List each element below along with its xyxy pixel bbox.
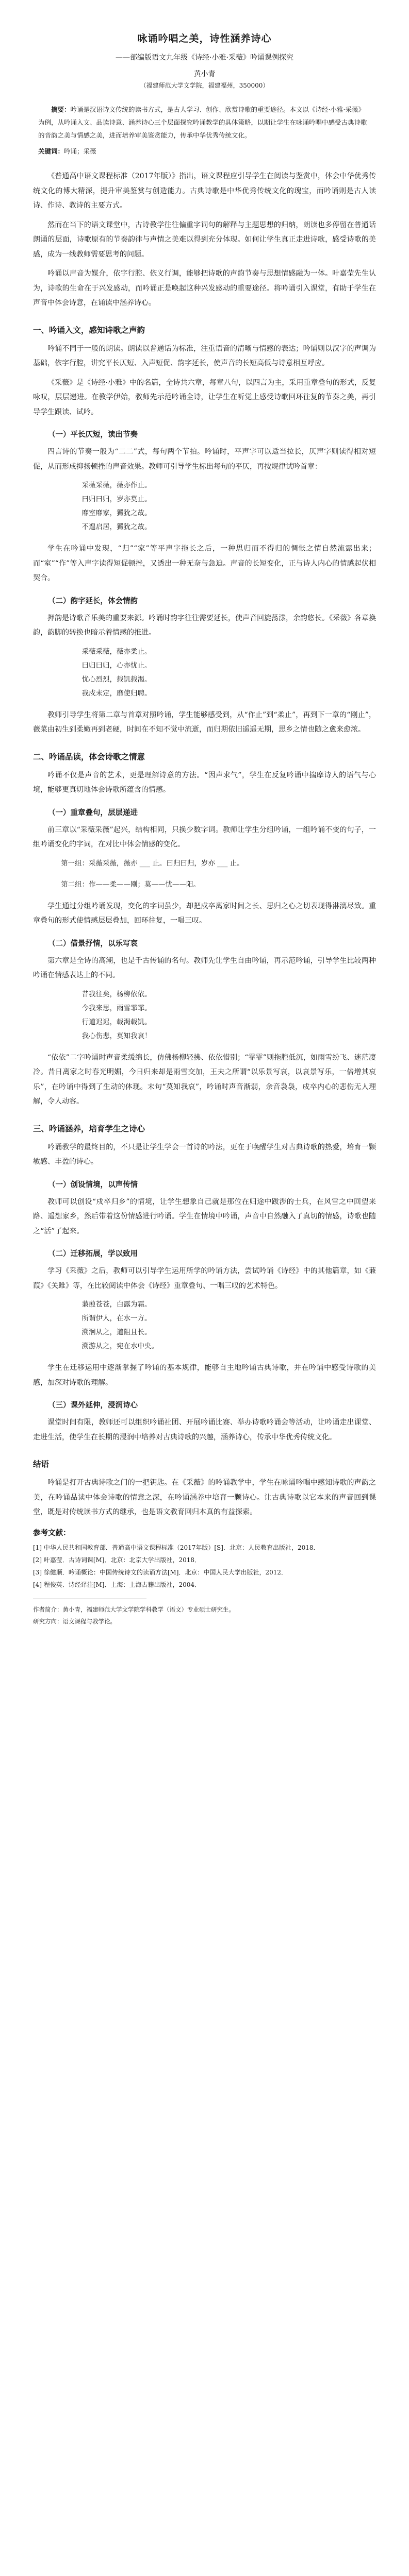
- poem-line: 不遑启居，玁狁之故。: [81, 523, 152, 531]
- poem-quote: [82, 988, 377, 1043]
- poem-quote: [82, 1298, 377, 1353]
- section-heading: 三、吟诵涵养，培育学生之诗心: [33, 1123, 145, 1133]
- subsection-heading: （三）课外延伸，浸润诗心: [48, 1401, 138, 1410]
- author-line: 黄小青: [193, 70, 216, 78]
- poem-line: 曰归曰归，心亦忧止。: [81, 661, 152, 670]
- intro-paragraph: 然而在当下的语文课堂中，古诗教学往往偏重字词句的解释与主题思想的归纳，朗读也多停留在普通话朗诵的层面，诗歌原有的节奏韵律与声情之美难以得到充分体现。如何让学生真正走进诗歌，感受诗歌的美感，成为一线教师需要思考的问题。: [33, 221, 376, 259]
- poem-line: 忧心烈烈，载饥载渴。: [81, 675, 152, 684]
- poem-quote: [82, 645, 377, 701]
- subsection-heading: （一）重章叠句，层层递进: [48, 808, 138, 817]
- poem-line: 行道迟迟，载渴载饥。: [81, 1018, 152, 1026]
- conclusion-paragraph: 吟诵是打开古典诗歌之门的一把钥匙。在《采薇》的吟诵教学中，学生在咏诵吟唱中感知诗歌的声韵之美，在吟诵品读中体会诗歌的情意之深，在吟诵涵养中培育一颗诗心。让古典诗歌以它本来的声音回到课堂，既是对传统读书方式的继承，也是语文教育回归本真的有益探索。: [33, 1479, 376, 1516]
- reference-item: [4] 程俊英．诗经译注[M]．上海：上海古籍出版社，2004．: [33, 1581, 201, 1588]
- subsection-heading: （一）平长仄短，读出节奏: [48, 430, 138, 439]
- subsection-heading: （一）创设情境，以声传情: [48, 1180, 138, 1189]
- body-paragraph: 《采薇》是《诗经·小雅》中的名篇，全诗共六章，每章八句，以四言为主，采用重章叠句的形式，反复咏叹，层层递进。在教学伊始，教师先示范吟诵全诗，让学生在听觉上感受诗歌回环往复的节奏之美，再引导学生跟读、试吟。: [33, 378, 376, 416]
- body-paragraph: “依依”二字吟诵时声音柔缓绵长，仿佛杨柳轻拂、依依惜别；“霏霏”则拖腔低沉，如雨雪纷飞、迷茫凄冷。昔日离家之时春光明媚，今日归来却是雨雪交加，王夫之所谓“以乐景写哀，以哀景写乐，一倍增其哀乐”，在吟诵中得到了生动的体现。末句“莫知我哀”，吟诵时声音渐弱，余音袅袅，戍卒内心的悲伤无人理解，令人动容。: [33, 1053, 376, 1106]
- abstract-label: 摘要：: [51, 106, 71, 113]
- body-paragraph: 四言诗的节奏一般为“二二”式，每句两个节拍。吟诵时，平声字可以适当拉长，仄声字则读得相对短促，从而形成抑扬顿挫的声音效果。教师可引导学生标出每句的平仄，再按规律试吟首章：: [33, 448, 376, 471]
- affiliation-line: （福建师范大学文学院，福建福州，350000）: [140, 82, 269, 89]
- poem-line: 溯游从之，宛在水中央。: [81, 1342, 158, 1350]
- section-heading: 二、吟诵品读，体会诗歌之情意: [33, 751, 145, 761]
- poem-line: 曰归曰归，岁亦莫止。: [81, 495, 152, 503]
- poem-line: 昔我往矣，杨柳依依。: [81, 990, 152, 998]
- paper-title: 咏诵吟唱之美，诗性涵养诗心: [137, 33, 272, 44]
- keywords: [38, 145, 371, 158]
- keywords-label: 关键词：: [38, 147, 64, 155]
- reference-item: [1] 中华人民共和国教育部．普通高中语文课程标准（2017年版）[S]．北京：人民教育出版社，2018．: [33, 1544, 320, 1551]
- footnote-line: 作者简介：黄小青，福建师范大学文学院学科教学（语文）专业硕士研究生。: [33, 1605, 235, 1613]
- body-paragraph: 吟诵教学的最终目的，不只是让学生学会一首诗的吟法，更在于唤醒学生对古典诗歌的热爱，培育一颗敏感、丰盈的诗心。: [33, 1143, 376, 1166]
- abstract: [38, 103, 371, 142]
- poem-line: 采薇采薇，薇亦柔止。: [81, 647, 152, 656]
- references: [33, 1527, 376, 1590]
- poem-line: 采薇采薇，薇亦作止。: [81, 481, 152, 489]
- poem-line: 蒹葭苍苍，白露为霜。: [81, 1300, 152, 1309]
- group-reading-note: 第一组：采薇采薇，薇亦 ___ 止。曰归曰归，岁亦 ___ 止。: [61, 859, 244, 868]
- paper-subtitle: ——部编版语文九年级《诗经·小雅·采薇》吟诵课例探究: [116, 54, 293, 62]
- references-heading: 参考文献：: [33, 1528, 71, 1537]
- body-paragraph: 押韵是诗歌音乐美的重要来源。吟诵时韵字往往需要延长，使声音回旋荡漾，余韵悠长。《采薇》各章换韵，韵脚的转换也暗示着情感的推进。: [33, 614, 376, 637]
- body-paragraph: 前三章以“采薇采薇”起兴，结构相同，只换少数字词。教师让学生分组吟诵，一组吟诵不变的句子，一组吟诵变化的字词，在对比中体会情感的变化。: [33, 825, 376, 849]
- reference-item: [2] 叶嘉莹．古诗词课[M]．北京：北京大学出版社，2018．: [33, 1556, 201, 1564]
- section-heading: 一、吟诵入文，感知诗歌之声韵: [33, 325, 145, 335]
- intro-paragraph: 吟诵以声音为媒介，依字行腔、依义行调，能够把诗歌的声韵节奏与思想情感融为一体。叶嘉莹先生认为，诗歌的生命在于兴发感动，而吟诵正是唤起这种兴发感动的重要途径。将吟诵引入课堂，有助于学生在声音中体会诗意，在诵读中涵养诗心。: [33, 269, 376, 307]
- body-paragraph: 学生通过分组吟诵发现，变化的字词虽少，却把戍卒离家时间之长、思归之心之切表现得淋漓尽致。重章叠句的形式使情感层层叠加，回环往复，一唱三叹。: [33, 902, 376, 925]
- body-paragraph: 学生在迁移运用中逐渐掌握了吟诵的基本规律，能够自主地吟诵古典诗歌，并在吟诵中感受诗歌的美感，加深对诗歌的理解。: [33, 1364, 376, 1387]
- poem-line: 我戍未定，靡使归聘。: [81, 689, 152, 698]
- group-reading-note: 第二组：作——柔——刚；莫——忧——阳。: [61, 880, 200, 889]
- poem-line: 溯洄从之，道阻且长。: [81, 1328, 152, 1336]
- poem-quote: [82, 479, 377, 534]
- body-paragraph: 教师引导学生将第二章与首章对照吟诵，学生能够感受到，从“作止”到“柔止”，再到下一章的“刚止”，薇菜由初生到柔嫩再到老硬，时间在不知不觉中流逝，而归期依旧遥遥无期，思乡之情也随之愈来愈浓。: [33, 710, 376, 734]
- footnote-line: 研究方向：语文课程与教学论。: [33, 1617, 116, 1625]
- poem-line: 所谓伊人，在水一方。: [81, 1314, 152, 1323]
- poem-line: 靡室靡家，玁狁之故。: [81, 509, 152, 517]
- body-paragraph: 教师可以创设“戍卒归乡”的情境，让学生想象自己就是那位在归途中跋涉的士兵，在风雪之中回望来路、遥想家乡，然后带着这份情感进行吟诵。学生在情境中吟诵，声音中自然融入了真切的情感，诗歌也随之“活”了起来。: [33, 1197, 376, 1235]
- body-paragraph: 课堂时间有限，教师还可以组织吟诵社团、开展吟诵比赛、举办诗歌吟诵会等活动，让吟诵走出课堂、走进生活，使学生在长期的浸润中培养对古典诗歌的兴趣，涵养诗心，传承中华优秀传统文化。: [33, 1418, 376, 1442]
- subsection-heading: （二）迁移拓展，学以致用: [48, 1249, 138, 1258]
- intro-paragraph: 《普通高中语文课程标准（2017年版）》指出，语文课程应引导学生在阅读与鉴赏中，体会中华优秀传统文化的博大精深，提升审美鉴赏与创造能力。古典诗歌是中华优秀传统文化的瑰宝，而吟诵则是古人读诗、作诗、教诗的主要方式。: [33, 172, 376, 210]
- abstract-text: 吟诵是汉语诗文传统的读书方式，是古人学习、创作、欣赏诗歌的重要途径。本文以《诗经·小雅·采薇》为例，从吟诵入文、品读诗意、涵养诗心三个层面探究吟诵教学的具体策略，以期让学生在咏诵吟唱中感受古典诗歌的音韵之美与情感之美，进而培养审美鉴赏能力，传承中华优秀传统文化。: [38, 106, 367, 139]
- body-paragraph: 学习《采薇》之后，教师可以引导学生运用所学的吟诵方法，尝试吟诵《诗经》中的其他篇章，如《蒹葭》《关雎》等，在比较阅读中体会《诗经》重章叠句、一唱三叹的艺术特色。: [33, 1267, 376, 1290]
- poem-line: 今我来思，雨雪霏霏。: [81, 1004, 152, 1012]
- body-paragraph: 吟诵不仅是声音的艺术，更是理解诗意的方法。“因声求气”，学生在反复吟诵中揣摩诗人的语气与心境，能够更真切地体会诗歌所蕴含的情感。: [33, 771, 376, 794]
- keywords-text: 吟诵；采薇: [64, 147, 96, 155]
- reference-item: [3] 徐健顺．吟诵概论：中国传统诗文的读诵方法[M]．北京：中国人民大学出版社，2012．: [33, 1568, 288, 1576]
- subsection-heading: （二）借景抒情，以乐写哀: [48, 939, 138, 948]
- body-paragraph: 吟诵不同于一般的朗读。朗读以普通话为标准，注重语音的清晰与情感的表达；吟诵则以汉字的声调为基础，依字行腔，讲究平长仄短、入声短促、韵字延长，使声音的长短高低与诗意相互呼应。: [33, 344, 376, 367]
- body-paragraph: 学生在吟诵中发现，“归”“家”等平声字拖长之后，一种思归而不得归的惆怅之情自然流露出来；而“室”“作”等入声字读得短促顿挫，又透出一种无奈与急迫。声音的长短变化，正与诗人内心的情感起伏相契合。: [33, 545, 376, 582]
- body-paragraph: 第六章是全诗的高潮，也是千古传诵的名句。教师先让学生自由吟诵，再示范吟诵，引导学生比较两种吟诵在情感表达上的不同。: [33, 956, 376, 979]
- conclusion-heading: 结语: [33, 1459, 50, 1469]
- poem-line: 我心伤悲，莫知我哀！: [81, 1031, 152, 1040]
- subsection-heading: （二）韵字延长，体会情韵: [48, 596, 138, 605]
